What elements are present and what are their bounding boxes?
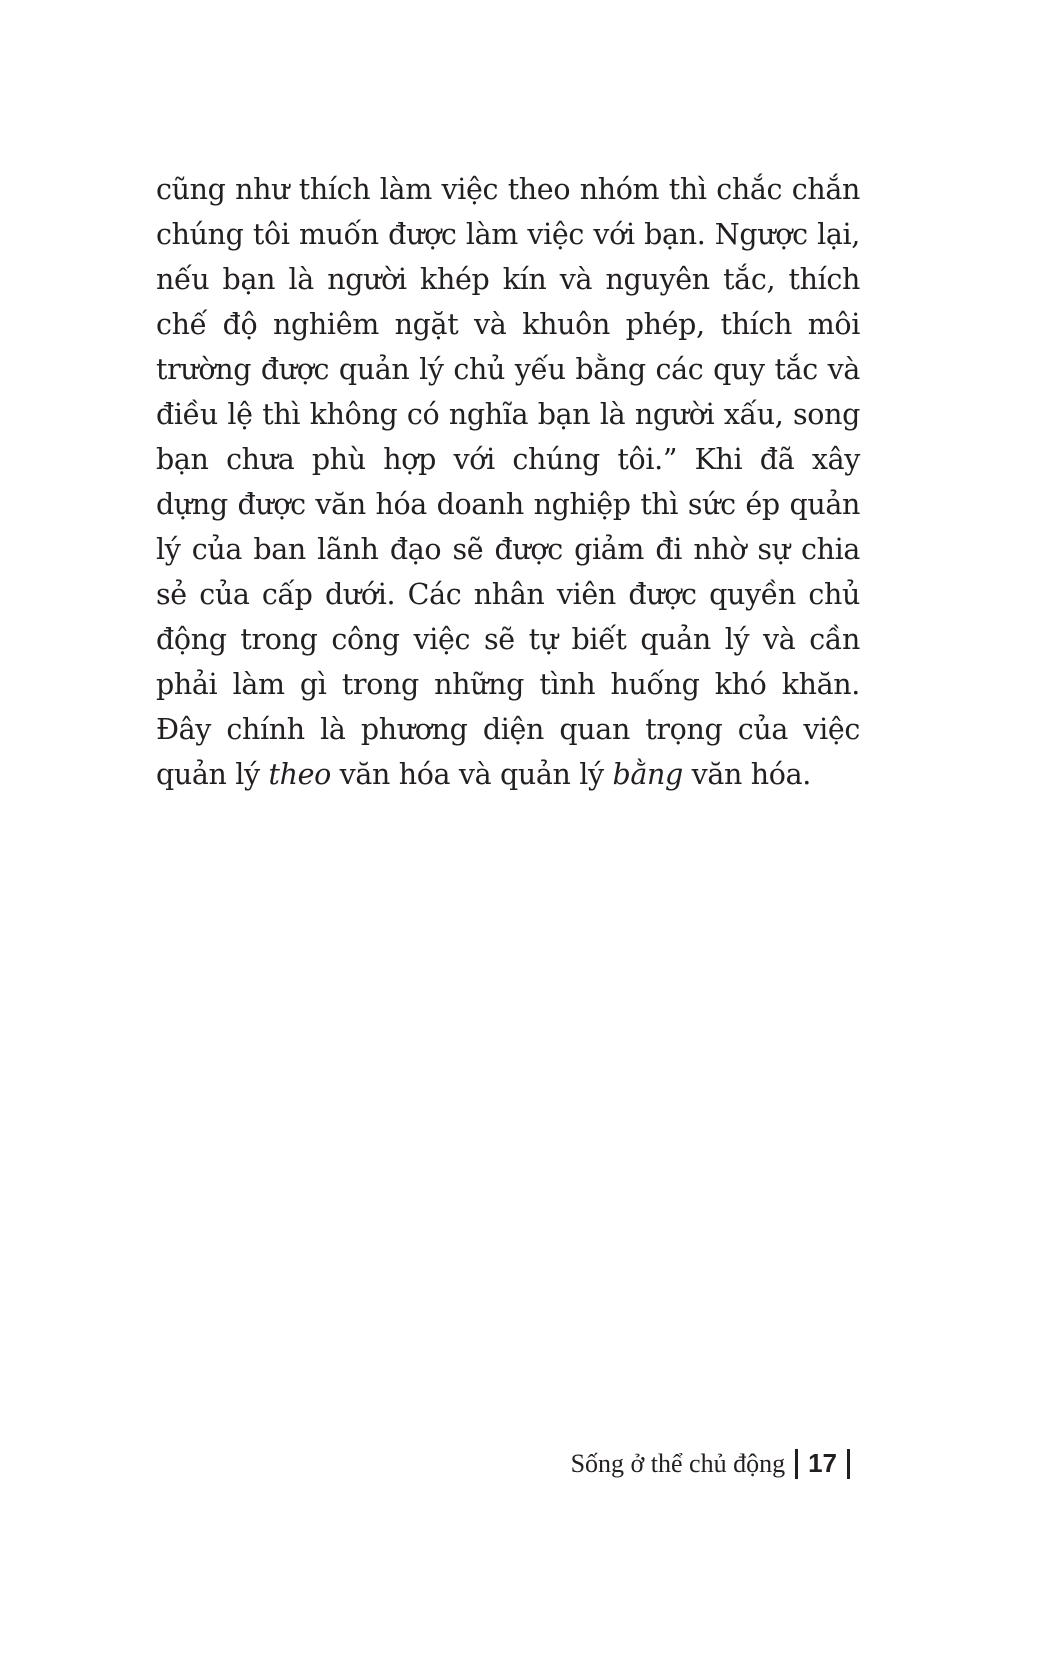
footer-separator-right xyxy=(847,1449,850,1479)
italic-word-bang: bằng xyxy=(612,758,683,791)
page-number: 17 xyxy=(808,1448,837,1478)
body-paragraph xyxy=(156,167,860,797)
page-footer xyxy=(571,1448,860,1479)
paragraph-text-3: văn hóa. xyxy=(682,758,811,791)
footer-separator-left xyxy=(795,1449,798,1479)
paragraph-text-2: văn hóa và quản lý xyxy=(330,758,613,791)
italic-word-theo: theo xyxy=(268,758,331,791)
paragraph-text-1: cũng như thích làm việc theo nhóm thì chắc chắn chúng tôi muốn được làm việc với bạn. Ngược lại, nếu bạn là người khép kín và nguyên tắc, thích chế độ nghiêm ngặt và khuôn phép, thích môi trường được quản lý chủ yếu bằng các quy tắc và điều lệ thì không có nghĩa bạn là người xấu, song bạn chưa phù hợp với chúng tôi.” Khi đã xây dựng được văn hóa doanh nghiệp thì sức ép quản lý của ban lãnh đạo sẽ được giảm đi nhờ sự chia sẻ của cấp dưới. Các nhân viên được quyền chủ động trong công việc sẽ tự biết quản lý và cần phải làm gì trong những tình huống khó khăn. Đây chính là phương diện quan trọng của việc quản lý xyxy=(156,173,860,791)
running-title: Sống ở thể chủ động xyxy=(570,1448,786,1478)
